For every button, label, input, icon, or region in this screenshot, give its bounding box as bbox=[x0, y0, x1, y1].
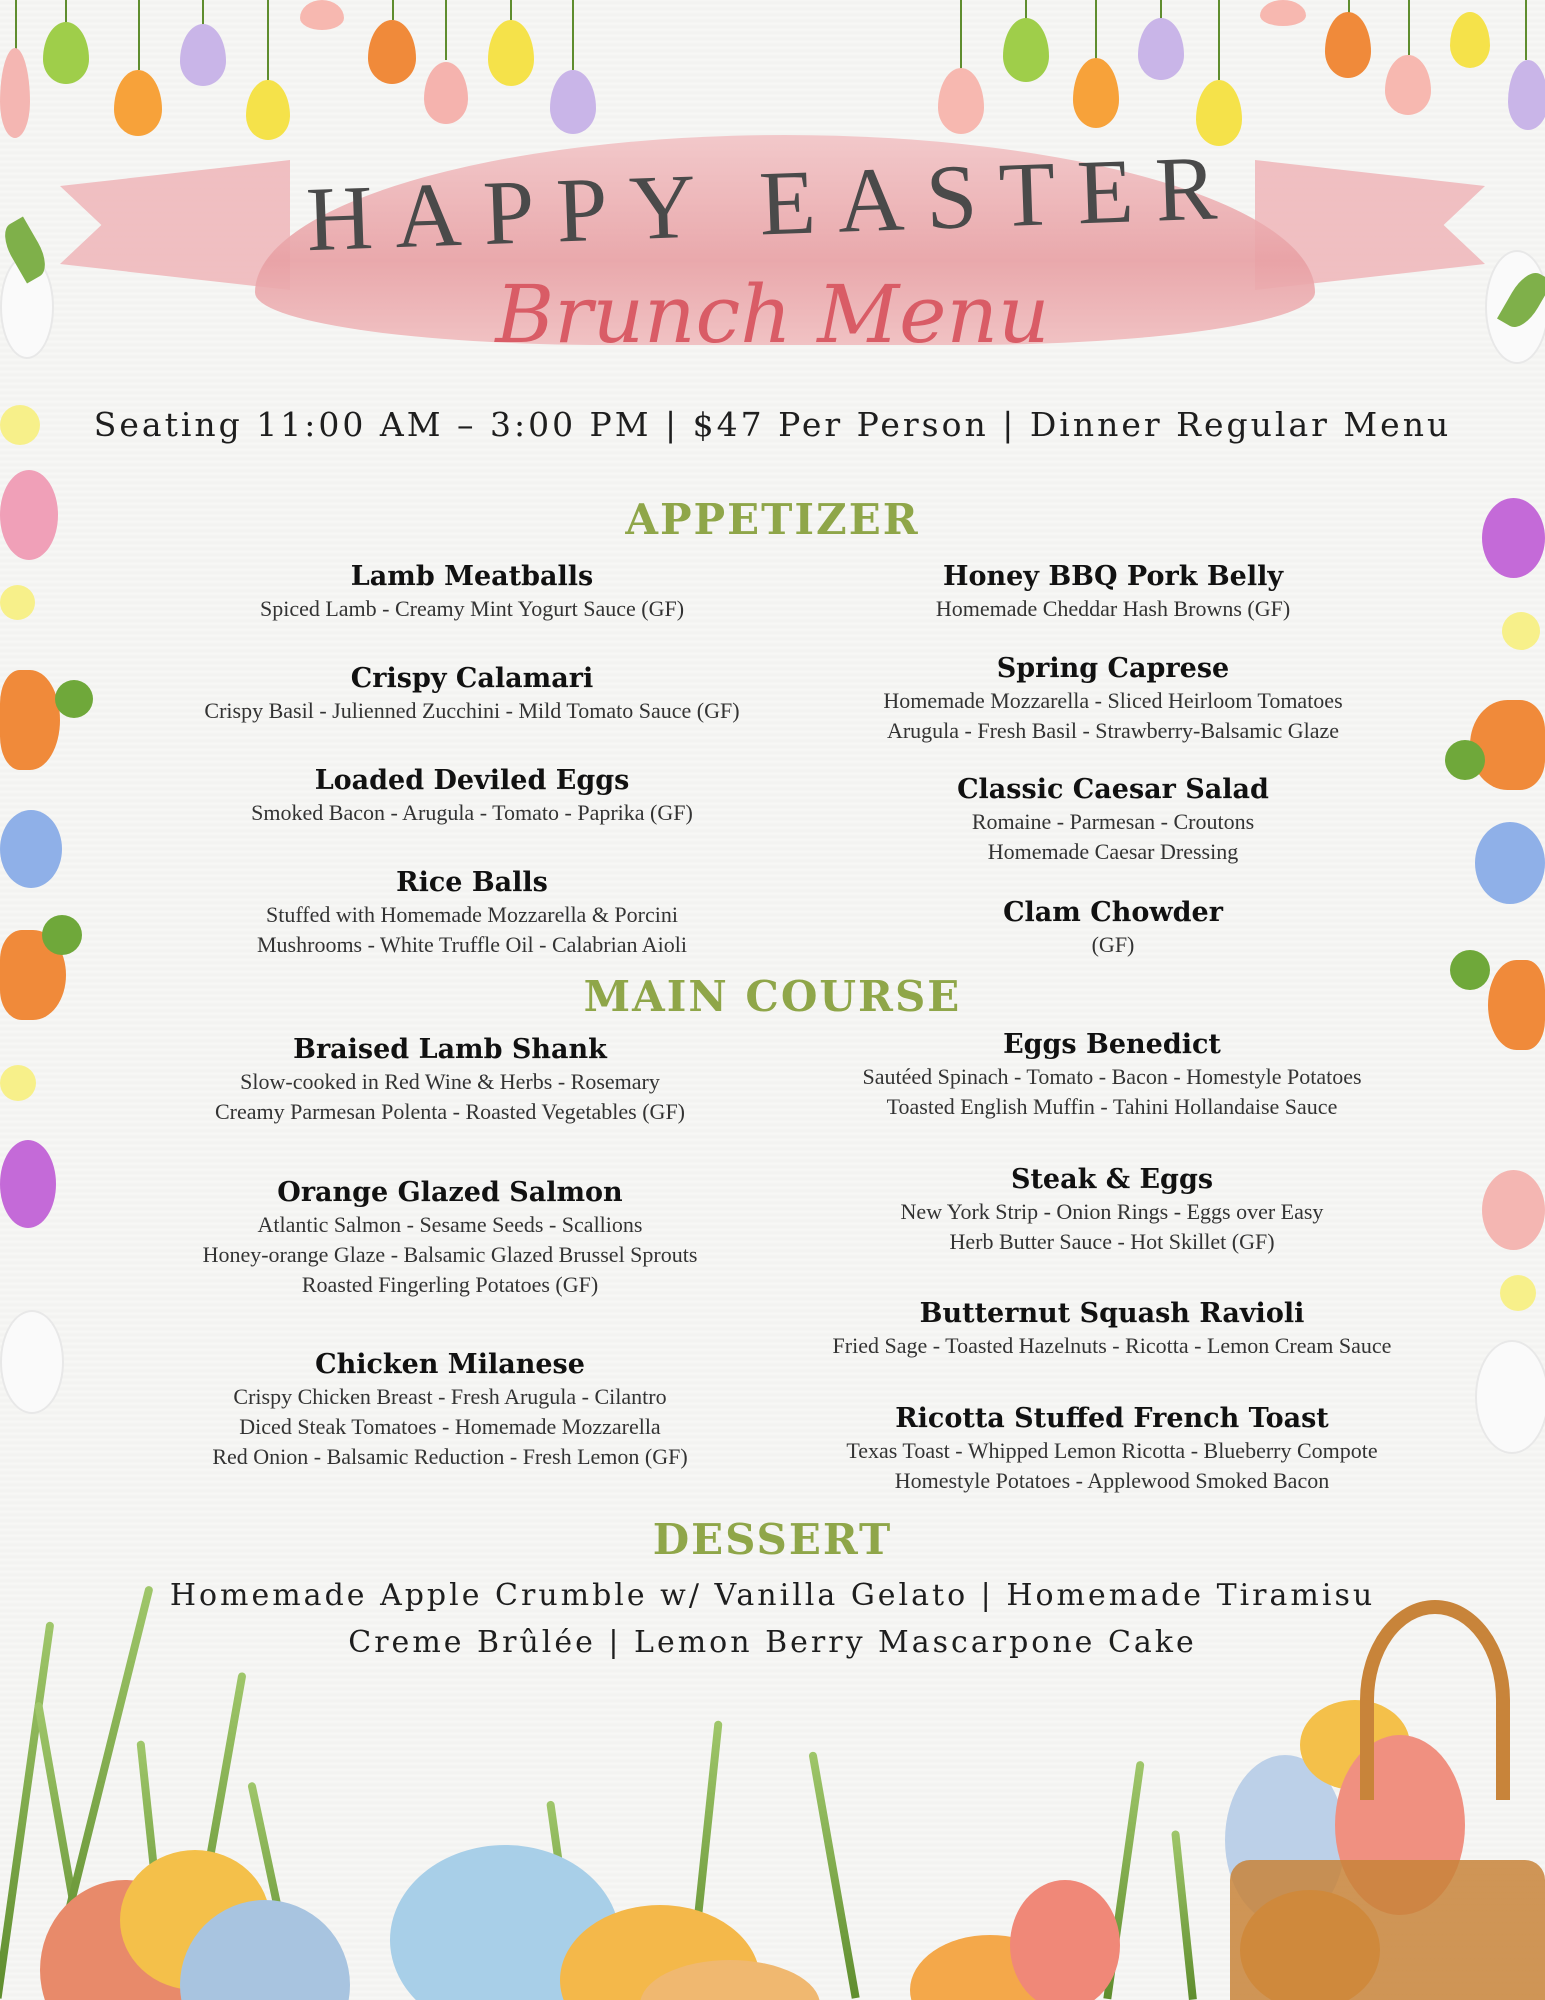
menu-item bbox=[162, 764, 782, 828]
menu-item bbox=[140, 1033, 760, 1127]
menu-item bbox=[782, 1297, 1442, 1361]
menu-item bbox=[162, 560, 782, 624]
menu-item bbox=[803, 560, 1423, 624]
menu-item bbox=[782, 1028, 1442, 1122]
item-name: Spring Caprese bbox=[996, 653, 1230, 684]
menu-item bbox=[140, 1348, 760, 1472]
seating-info: Seating 11:00 AM – 3:00 PM | $47 Per Person | Dinner Regular Menu bbox=[93, 405, 1452, 444]
item-description: Texas Toast - Whipped Lemon Ricotta - Blueberry Compote Homestyle Potatoes - Applewood Smoked Bacon bbox=[846, 1438, 1378, 1493]
item-description: Stuffed with Homemade Mozzarella & Porcini Mushrooms - White Truffle Oil - Calabrian Aioli bbox=[257, 902, 687, 957]
item-name: Orange Glazed Salmon bbox=[277, 1177, 623, 1208]
menu-item bbox=[782, 1163, 1442, 1257]
item-name: Eggs Benedict bbox=[1003, 1029, 1221, 1060]
appetizer-heading: APPETIZER bbox=[625, 495, 920, 544]
item-name: Steak & Eggs bbox=[1010, 1164, 1214, 1195]
item-description: Atlantic Salmon - Sesame Seeds - Scallions Honey-orange Glaze - Balsamic Glazed Brussel Sprouts Roasted Fingerling Potatoes (GF) bbox=[202, 1212, 698, 1297]
item-name: Crispy Calamari bbox=[350, 663, 594, 694]
item-name: Ricotta Stuffed French Toast bbox=[895, 1403, 1329, 1434]
item-name: Clam Chowder bbox=[1003, 897, 1223, 928]
item-name: Loaded Deviled Eggs bbox=[314, 765, 630, 796]
menu-item bbox=[803, 652, 1423, 746]
item-description: Romaine - Parmesan - Croutons Homemade Caesar Dressing bbox=[971, 809, 1255, 864]
item-description: (GF) bbox=[1091, 932, 1135, 957]
item-description: Homemade Cheddar Hash Browns (GF) bbox=[935, 596, 1291, 621]
item-name: Classic Caesar Salad bbox=[957, 774, 1269, 805]
item-description: Spiced Lamb - Creamy Mint Yogurt Sauce (GF) bbox=[259, 596, 685, 621]
item-description: Slow-cooked in Red Wine & Herbs - Rosemary Creamy Parmesan Polenta - Roasted Vegetables (GF) bbox=[214, 1069, 686, 1124]
menu-item bbox=[782, 1402, 1442, 1496]
item-description: Crispy Chicken Breast - Fresh Arugula - Cilantro Diced Steak Tomatoes - Homemade Mozzarella Red Onion - Balsamic Reduction - Fresh Lemon (GF) bbox=[212, 1384, 688, 1469]
menu-item bbox=[162, 662, 782, 726]
menu-item bbox=[803, 896, 1423, 960]
dessert-line-2: Creme Brûlée | Lemon Berry Mascarpone Cake bbox=[348, 1625, 1197, 1660]
menu-item bbox=[162, 866, 782, 960]
item-description: New York Strip - Onion Rings - Eggs over Easy Herb Butter Sauce - Hot Skillet (GF) bbox=[900, 1199, 1324, 1254]
dessert-line-1: Homemade Apple Crumble w/ Vanilla Gelato | Homemade Tiramisu bbox=[169, 1578, 1376, 1613]
main-course-heading: MAIN COURSE bbox=[583, 972, 962, 1021]
item-name: Rice Balls bbox=[396, 867, 548, 898]
title-brunch-menu: Brunch Menu bbox=[495, 268, 1050, 361]
menu-item bbox=[140, 1176, 760, 1300]
title-happy-easter: HAPPY EASTER bbox=[304, 135, 1241, 271]
item-name: Butternut Squash Ravioli bbox=[919, 1298, 1305, 1329]
item-description: Sautéed Spinach - Tomato - Bacon - Homestyle Potatoes Toasted English Muffin - Tahini Hollandaise Sauce bbox=[862, 1064, 1362, 1119]
item-name: Honey BBQ Pork Belly bbox=[942, 561, 1284, 592]
dessert-heading: DESSERT bbox=[652, 1515, 893, 1564]
item-description: Fried Sage - Toasted Hazelnuts - Ricotta - Lemon Cream Sauce bbox=[832, 1333, 1392, 1358]
item-name: Chicken Milanese bbox=[315, 1349, 585, 1380]
item-description: Crispy Basil - Julienned Zucchini - Mild Tomato Sauce (GF) bbox=[204, 698, 740, 723]
item-description: Smoked Bacon - Arugula - Tomato - Paprika (GF) bbox=[251, 800, 693, 825]
item-name: Braised Lamb Shank bbox=[293, 1034, 607, 1065]
menu-item bbox=[803, 773, 1423, 867]
item-name: Lamb Meatballs bbox=[350, 561, 594, 592]
item-description: Homemade Mozzarella - Sliced Heirloom Tomatoes Arugula - Fresh Basil - Strawberry-Balsamic Glaze bbox=[883, 688, 1343, 743]
